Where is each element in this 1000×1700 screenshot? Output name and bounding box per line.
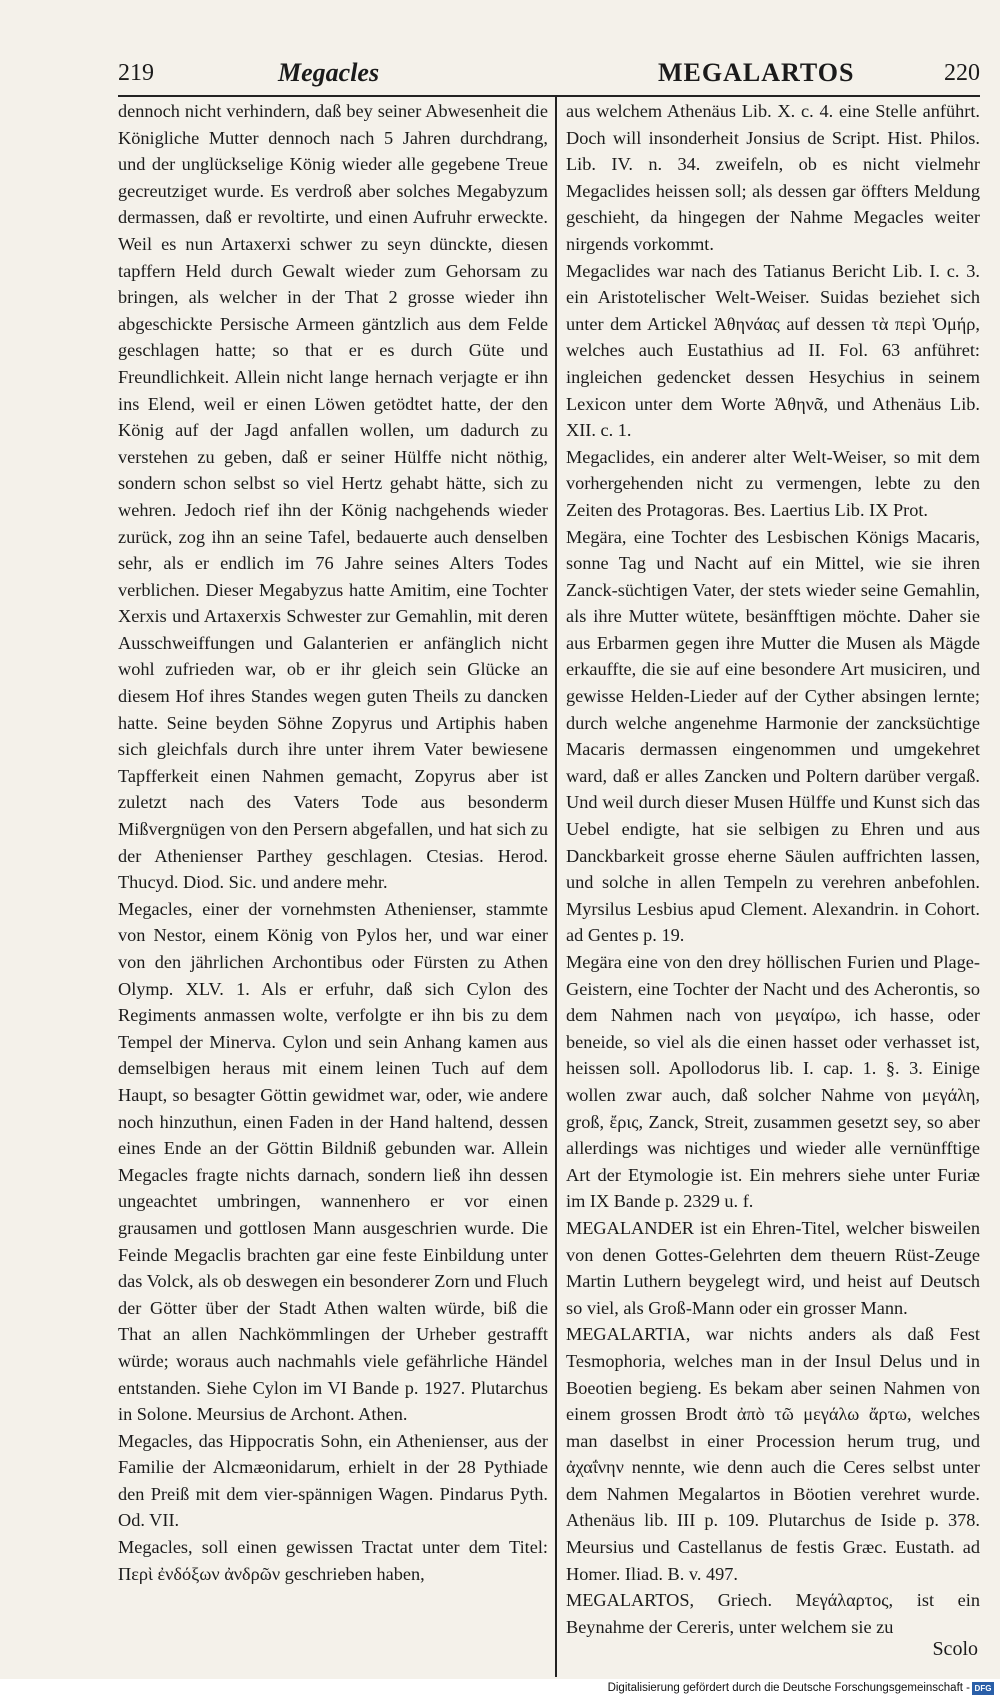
page-header: [118, 58, 980, 92]
dfg-logo: DFG: [972, 1682, 994, 1695]
left-paragraph-4: Megacles, soll einen gewissen Tractat unter dem Titel: Περὶ ἐνδόξων ἀνδρῶν geschrieben haben,: [118, 1537, 548, 1584]
right-column: [566, 98, 980, 1668]
footer-credit: Digitalisierung gefördert durch die Deutsche Forschungsgemeinschaft -: [607, 1682, 970, 1694]
page-number-right: 220: [944, 60, 980, 86]
right-paragraph-4: Megära, eine Tochter des Lesbischen Königs Macaris, sonne Tag und Nacht auf ein Mittel, wie sie ihren Zanck-süchtigen Vater, der stets wieder seine Gemahlin, als ihre Mutter wütete, besänfftigen möchte. Daher sie aus Erbarmen gegen ihre Mutter die Musen als Mägde erkauffte, die sie auf eine besondere Art musiciren, und gewisse Helden-Lieder auf der Cyther absingen lernte; durch welche angenehme Harmonie der zancksüchtige Macaris dermassen eingenommen und umgekehret ward, daß er alles Zancken und Poltern darüber vergaß. Und weil durch dieser Musen Hülffe und Kunst sich das Uebel endigte, hat sie selbigen zu Ehren und aus Danckbarkeit grosse eherne Säulen auffrichten lassen, und solche in allen Tempeln zu verehren anbefohlen. Myrsilus Lesbius apud Clement. Alexandrin. in Cohort. ad Gentes p. 19.: [566, 526, 980, 946]
running-title-left: Megacles: [278, 58, 380, 87]
running-title-right: MEGALARTOS: [658, 58, 855, 87]
header-rule: [118, 95, 980, 97]
right-paragraph-3: Megaclides, ein anderer alter Welt-Weiser, so mit dem vorhergehenden nicht zu vermengen, lebte zu den Zeiten des Protagoras. Bes. Laertius Lib. IX Prot.: [566, 446, 980, 520]
right-paragraph-6: MEGALANDER ist ein Ehren-Titel, welcher bisweilen von denen Gottes-Gelehrten dem theuern Rüst-Zeuge Martin Luthern beygelegt wird, und heist auf Deutsch so viel, als Groß-Mann oder ein grosser Mann.: [566, 1217, 980, 1318]
left-paragraph-1: dennoch nicht verhindern, daß bey seiner Abwesenheit die Königliche Mutter dennoch nach 5 Jahren durchdrang, und der unglückselige König wieder alle gegebene Treue gecreutziget wurde. Es verdroß aber solches Megabyzum dermassen, daß er revoltirte, und einen Aufruhr erweckte. Weil es nun Artaxerxi schwer zu seyn dünckte, diesen tapffern Held durch Gewalt wieder zum Gehorsam zu bringen, als welcher in der That 2 grosse wieder ihn abgeschickte Persische Armeen gäntzlich aus dem Felde geschlagen hatte; so that er es durch Güte und Freundlichkeit. Allein nicht lange hernach verjagte er ihn ins Elend, weil er einen Löwen getödtet hatte, der den König auf der Jagd anfallen wollen, um dadurch zu verstehen zu geben, daß er seiner Hülffe nicht nöthig, sondern schon selbst so viel Hertz gehabt hätte, sich zu wehren. Jedoch rief ihn der König nachgehends wieder zurück, zog ihn an seine Tafel, bedauerte auch denselben sehr, als er endlich im 76 Jahre seines Alters Todes verblichen. Dieser Megabyzus hatte Amitim, eine Tochter Xerxis und Artaxerxis Schwester zur Gemahlin, mit deren Ausschweiffungen und Galanterien er anfänglich nicht wohl zufrieden war, ob er ihr gleich sein Glücke an diesem Hof ihres Standes wegen guten Theils zu dancken hatte. Seine beyden Söhne Zopyrus und Artiphis haben sich gleichfals durch ihre unter ihrem Vater bewiesene Tapfferkeit einen Nahmen gemacht, Zopyrus aber ist zuletzt nach des Vaters Tode aus besonderm Mißvergnügen von den Persern abgefallen, und hat sich zu der Athenienser Parthey geschlagen. Ctesias. Herod. Thucyd. Diod. Sic. und andere mehr.: [118, 101, 548, 893]
page-number-left: 219: [118, 60, 154, 86]
catchword: Scolo: [932, 1638, 978, 1660]
right-paragraph-2: Megaclides war nach des Tatianus Bericht Lib. I. c. 3. ein Aristotelischer Welt-Weiser. Suidas beziehet sich unter dem Artickel Ἀθηνάας auf dessen τὰ περὶ Ὁμήρ, welches auch Eustathius ad II. Fol. 63 anführet: ingleichen gedencket dessen Hesychius in seinem Lexicon unter dem Worte Ἀθηνᾶ, und Athenäus Lib. XII. c. 1.: [566, 260, 980, 441]
left-paragraph-3: Megacles, das Hippocratis Sohn, ein Athenienser, aus der Familie der Alcmæonidarum, erhielt in der 28 Pythiade den Preiß mit dem vier-spännigen Wagen. Pindarus Pyth. Od. VII.: [118, 1430, 548, 1531]
left-column: [118, 98, 548, 1668]
right-paragraph-1: aus welchem Athenäus Lib. X. c. 4. eine Stelle anführt. Doch will insonderheit Jonsius de Script. Hist. Philos. Lib. IV. n. 34. zweifeln, ob es nicht vielmehr Megaclides heissen soll; als dessen gar öffters Meldung geschieht, da hingegen der Nahme Megacles weiter nirgends vorkommt.: [566, 101, 980, 254]
digitization-footer: [0, 1679, 1000, 1700]
right-paragraph-7: MEGALARTIA, war nichts anders als daß Fest Tesmophoria, welches man in der Insul Delus und in Boeotien begieng. Es bekam aber seinen Nahmen von einem grossen Brodt ἀπὸ τῶ μεγάλω ἄρτω, welches man daselbst in einer Procession herum trug, und ἀχαΐνην nennte, wie denn auch die Ceres selbst unter dem Nahmen Megalartos in Böotien verehret wurde. Athenäus lib. III p. 109. Plutarchus de Iside p. 378. Meursius und Castellanus de festis Græc. Eustath. ad Homer. Iliad. B. v. 497.: [566, 1324, 980, 1584]
right-paragraph-5: Megära eine von den drey höllischen Furien und Plage-Geistern, eine Tochter der Nacht und des Acherontis, so dem Nahmen nach von μεγαίρω, ich hasse, oder beneide, so viel als die einen hasset oder verhasset ist, heissen soll. Apollodorus lib. I. cap. 1. §. 3. Einige wollen zwar auch, daß solcher Nahme von μεγάλη, groß, ἔρις, Zanck, Streit, zusammen gesetzt sey, so aber allerdings was nichtiges und wieder alle vernünfftige Art der Etymologie ist. Ein mehrers siehe unter Furiæ im IX Bande p. 2329 u. f.: [566, 952, 980, 1212]
right-paragraph-8: MEGALARTOS, Griech. Μεγάλαρτος, ist ein Beynahme der Cereris, unter welchem sie zu: [566, 1590, 980, 1637]
column-divider: [555, 97, 557, 1677]
left-paragraph-2: Megacles, einer der vornehmsten Athenienser, stammte von Nestor, einem König von Pylos her, und war einer von den jährlichen Archontibus oder Fürsten zu Athen Olymp. XLV. 1. Als er erfuhr, daß sich Cylon des Regiments anmassen wolte, verfolgte er ihn bis zu dem Tempel der Minerva. Cylon und sein Anhang kamen aus demselbigen heraus mit einem leinen Tuch auf dem Haupt, so besagter Göttin gewidmet war, oder, wie andere noch hinzuthun, einen Faden in der Hand haltend, dessen eines Ende an der Göttin Bildniß gebunden war. Allein Megacles fragte nichts darnach, sondern ließ ihn dessen ungeachtet umbringen, wannenhero er vor einen grausamen und gottlosen Mann ausgeschrien wurde. Die Feinde Megaclis brachten gar eine feste Einbildung unter das Volck, als ob deswegen ein besonderer Zorn und Fluch der Götter über der Stadt Athen walten würde, biß die That an allen Nachkömmlingen der Urheber gestrafft würde; woraus auch nachmahls viele gefährliche Händel entstanden. Siehe Cylon im VI Bande p. 1927. Plutarchus in Solone. Meursius de Archont. Athen.: [118, 898, 548, 1425]
